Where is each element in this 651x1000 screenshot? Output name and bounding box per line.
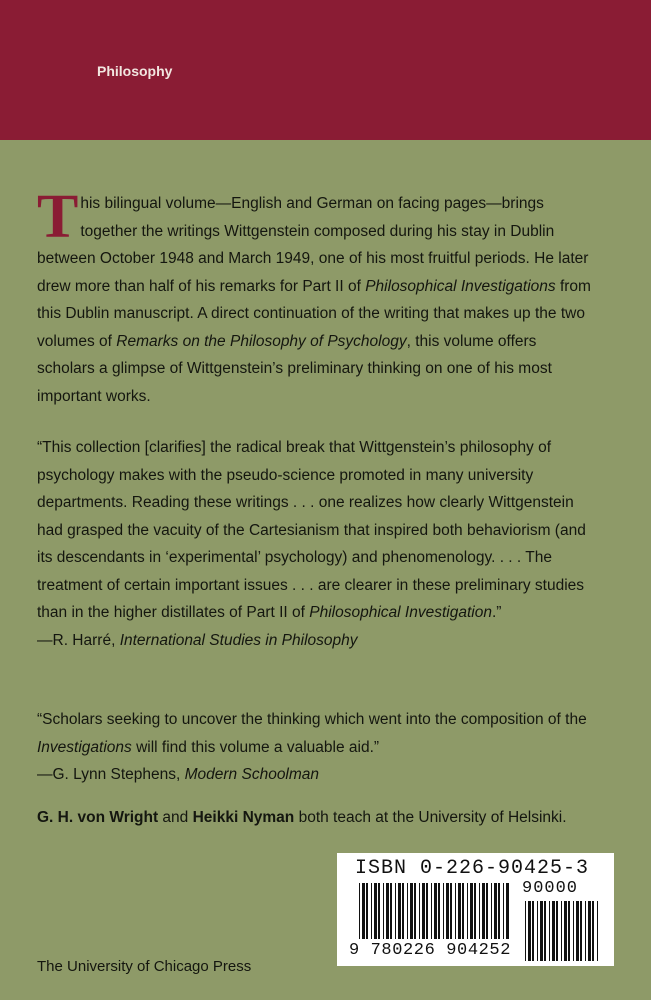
quote-source: Modern Schoolman [184,766,320,783]
barcode-bar [482,883,485,939]
quote-author: —R. Harré, [37,631,120,649]
barcode-bar [362,883,365,939]
barcode-bar [431,883,432,939]
review-quote-stephens [37,706,597,789]
barcode-bar [544,901,546,961]
quote-attribution [37,627,597,655]
barcode-bar [588,901,591,961]
barcode-bar [568,901,570,961]
isbn-number: ISBN 0-226-90425-3 [355,857,590,880]
barcode-bar [592,901,594,961]
barcode-bar [450,883,452,939]
barcode-bar [398,883,401,939]
barcode-bar [371,883,372,939]
barcode-bar [503,883,504,939]
barcode-bar [556,901,558,961]
bios-and: and [158,809,193,826]
isbn-barcode [337,853,614,966]
barcode-bar [410,883,413,939]
barcode-bar [402,883,404,939]
quote-text: “This collection [clarifies] the radical break that Wittgenstein’s philosophy of psychology makes with the pseudo-science promoted in many university departments. Reading these writings . . . one realizes how clearly Wittgenstein had grasped the vacuity of the Cartesianism that inspired both behaviorism (and its descendants in ‘experimental’ psychology) and phenomenology. . . . The treatment of certain important issues . . . are clearer in these preliminary studies than in the higher distillates of Part II of [37,439,586,621]
barcode-bar [479,883,480,939]
header-band [0,0,651,140]
barcode-bar [585,901,586,961]
barcode-bar [378,883,380,939]
author-name-1: G. H. von Wright [37,809,159,826]
category-label: Philosophy [97,63,173,79]
barcode-bar [525,901,526,961]
ean-digits: 9 780226 904252 [349,941,512,960]
barcode-bar [434,883,437,939]
barcode-bar [564,901,567,961]
description-paragraph [37,183,597,410]
description-title-2: Remarks on the Philosophy of Psychology [116,332,407,350]
publisher-name: The University of Chicago Press [37,958,252,975]
author-bios [37,804,597,832]
barcode-bar [467,883,468,939]
barcode-bar [573,901,574,961]
quote-text-end: will find this volume a valuable aid.” [131,738,380,756]
quote-attribution [37,761,597,789]
description-text-1: his bilingual volume—English and German on facing pages—brings together the writings Wittgenstein composed during his stay in Dublin between October 1948 and March 1949, one of his most fruitful periods. He later drew more than half of his remarks for Part II of [37,195,589,295]
barcode-bar [438,883,440,939]
barcode-bar [486,883,488,939]
barcode-bar [366,883,368,939]
barcode-bar [474,883,476,939]
barcode-bar [506,883,509,939]
barcode-bar [576,901,579,961]
barcode-bar [395,883,396,939]
quote-title: Philosophical Investigation [309,604,492,621]
barcode-bar [407,883,408,939]
drop-cap: T [37,183,79,251]
barcode-bar [498,883,500,939]
barcode-bar [374,883,377,939]
barcode-bar [532,901,534,961]
description-text-3: , this volume offers scholars a glimpse of Wittgenstein’s preliminary thinking on one of his most important works. [37,332,552,405]
barcode-bar [390,883,392,939]
barcode-bar [383,883,384,939]
quote-text: “Scholars seeking to uncover the thinking which went into the composition of the [37,711,587,728]
barcode-bar [491,883,492,939]
barcode-bar [426,883,428,939]
barcode-bar [470,883,473,939]
quote-author: —G. Lynn Stephens, [37,766,185,783]
barcode-bar [419,883,420,939]
barcode-bar [580,901,582,961]
description-title-1: Philosophical Investigations [365,277,556,295]
barcode-bar [414,883,416,939]
barcode-bar [494,883,497,939]
barcode-bar [597,901,598,961]
description-text-2: from this Dublin manuscript. A direct continuation of the writing that makes up the two volumes of [37,277,591,350]
barcode-bar [386,883,389,939]
barcode-bar [528,901,531,961]
barcode-bar [552,901,555,961]
barcode-bar [561,901,562,961]
quote-end: .” [491,604,502,621]
barcode-bar [422,883,425,939]
bios-text: both teach at the University of Helsinki. [294,809,567,826]
price-code: 90000 [522,879,579,898]
barcode-bar [455,883,456,939]
barcode-bar [540,901,543,961]
barcode-bar [458,883,461,939]
barcode-bar [537,901,538,961]
review-quote-harre [37,434,597,654]
barcode-bar [446,883,449,939]
barcode-bar [462,883,464,939]
quote-title: Investigations [37,738,132,756]
barcode-bar [443,883,444,939]
quote-source: International Studies in Philosophy [119,631,358,649]
barcode-bar [359,883,360,939]
author-name-2: Heikki Nyman [192,809,295,826]
barcode-bar [549,901,550,961]
